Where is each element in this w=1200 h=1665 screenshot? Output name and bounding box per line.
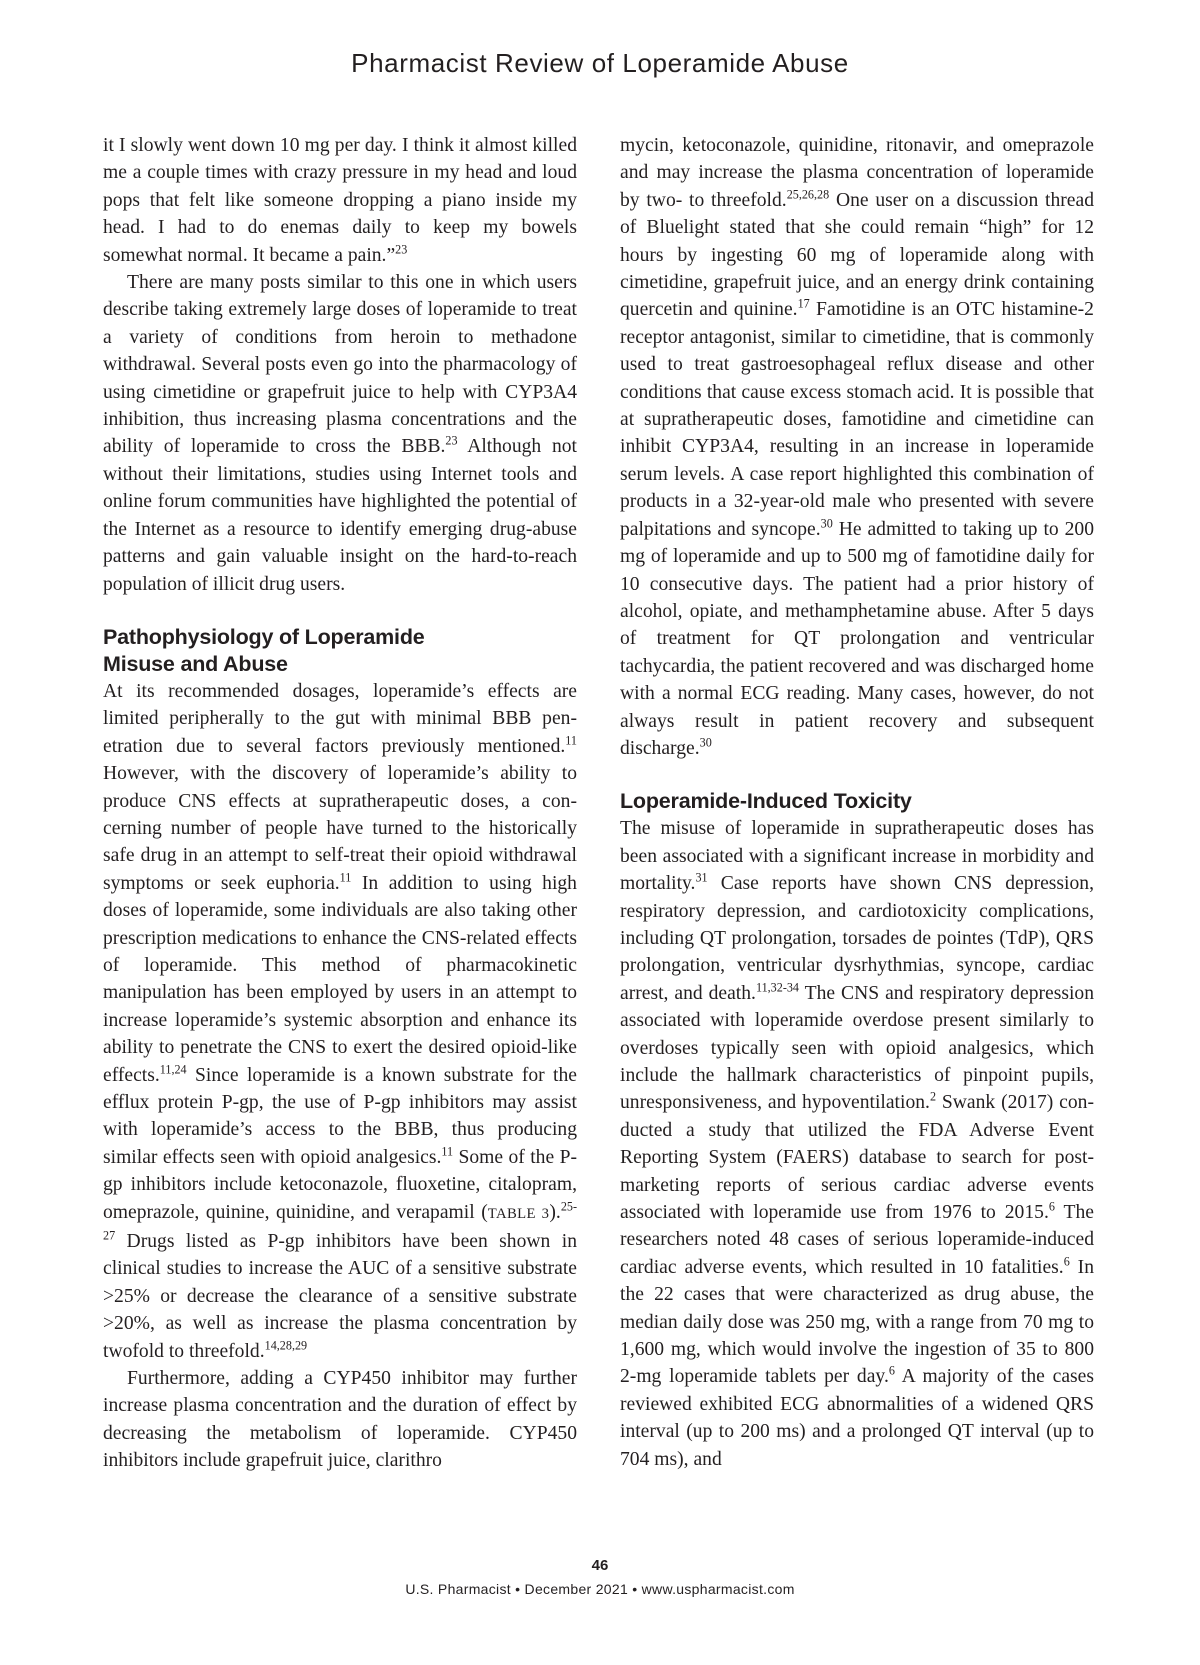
publication-footer: U.S. Pharmacist • December 2021 • www.uspharmacist.com (405, 1581, 795, 1597)
citation: 31 (695, 870, 708, 885)
citation: 11,32-34 (755, 980, 800, 995)
paragraph: The misuse of loperamide in supratherapeutic doses has been associated with a significant increase in morbidity and mortality.$^{31}$ Case reports have shown CNS depression, respiratory depression, and cardiotoxicity complications, including QT prolongation, torsades de pointes (TdP), QRS prolongation, ventricular dysrhythmias, syncope, cardiac arrest, and death.$^{11,32-34}$ The CNS and respiratory depression associated with loperamide overdose present similarly to overdoses typically seen with opioid analgesics, which include the hallmark characteristics of pinpoint pupils, unresponsiveness, and hypoventilation.$^2$ Swank (2017) conducted a study that utilized the FDA Adverse Event Reporting System (FAERS) database to search for postmarketing reports of serious cardiac adverse events associated with loperamide use from 1976 to 2015.$^6$ The researchers noted 48 cases of serious loperamide-induced cardiac adverse events, which resulted in 10 fatalities.$^6$ In the 22 cases that were characterized as drug abuse, the median daily dose was 250 mg, with a range from 70 mg to 1,600 mg, which would involve the ingestion of 35 to 800 2-mg loperamide tablets per day.$^6$ A majority of the cases reviewed exhibited ECG abnormalities of a widened QRS interval (up to 200 ms) and a prolonged QT interval (up to 704 ms), and (620, 818, 1095, 1470)
running-header: Pharmacist Review of Loperamide Abuse (351, 48, 849, 78)
citation: 30 (699, 735, 712, 750)
citation: 11,24 (159, 1062, 187, 1077)
citation: 30 (820, 516, 833, 531)
right-column (620, 132, 1094, 1473)
section-heading: Pathophysiology of Loperamide Misuse and Abuse (103, 624, 425, 676)
citation: 6 (1048, 1199, 1055, 1214)
paragraph: At its recommended dosages, loperamide’s effects are limited peripherally to the gut with minimal BBB penetration due to several factors previously mentioned.$^{11}$ However, with the discovery of loperamide’s ability to produce CNS effects at supratherapeutic doses, a concerning number of people have turned to the historically safe drug in an attempt to self-treat their opioid withdrawal symptoms or seek euphoria.$^{11}$ In addition to using high doses of loperamide, some individuals are also taking other prescription medications to enhance the CNS-related effects of loperamide. This method of pharmacokinetic manipulation has been employed by users in an attempt to increase loperamide’s systemic absorption and enhance its ability to penetrate the CNS to exert the desired opioid-like effects.$^{11,24}$ Since loperamide is a known substrate for the efflux protein P-gp, the use of P-gp inhibitors may assist with loperamide’s access to the BBB, thus producing similar effects seen with opioid analgesics.$^{11}$ Some of the P-gp inhibitors include ketoconazole, fluoxetine, citalopram, omeprazole, quinine, quinidine, and verapamil (TABLE 3).$^{25-27}$ Drugs listed as P-gp inhibitors have been shown in clinical studies to increase the AUC of a sensitive substrate >25% or decrease the clearance of a sensitive substrate >20%, as well as increase the plasma concentration by twofold to threefold.$^{14,28,29}$ (103, 680, 577, 1362)
citation: 25,26,28 (786, 187, 830, 202)
citation: 6 (888, 1363, 895, 1378)
page-number: 46 (591, 1557, 609, 1574)
section-heading: Loperamide-Induced Toxicity (620, 789, 912, 814)
citation: 6 (1063, 1254, 1070, 1269)
citation: 11 (339, 870, 352, 885)
citation: 11 (565, 733, 577, 748)
citation: 2 (929, 1089, 937, 1104)
citation: 23 (395, 242, 408, 257)
left-column (103, 132, 577, 1475)
citation: 17 (797, 296, 810, 311)
table-reference: TABLE 3 (487, 1205, 550, 1222)
paragraph: There are many posts similar to this one in which users describe taking extremely large doses of loperamide to treat a variety of conditions from heroin to methadone withdrawal. Several posts even go into the pharmacology of using cimetidine or grapefruit juice to help with CYP3A4 inhibition, thus increasing plasma concentrations and the ability of loperamide to cross the BBB.$^{23}$ Although not without their limitations, studies using Internet tools and online forum communities have highlighted the potential of the Internet as a resource to identify emerging drug-abuse patterns and gain valuable insight on the hard-to-reach population of illicit drug users. (103, 272, 577, 595)
paragraph: Furthermore, adding a CYP450 inhibitor may further increase plasma concentration and the duration of effect by decreasing the metabolism of loperamide. CYP450 inhibitors include grapefruit juice, clarithro (103, 1368, 577, 1472)
citation: 14,28,29 (264, 1338, 308, 1353)
paragraph: mycin, ketoconazole, quinidine, ritonavir, and omeprazole and may increase the plasma concentration of loperamide by two- to threefold.$^{25,26,28}$ One user on a discussion thread of Bluelight stated that she could remain “high” for 12 hours by ingesting 60 mg of loperamide along with cimetidine, grapefruit juice, and an energy drink containing quercetin and quinine.$^{17}$ Famotidine is an OTC histamine-2 receptor antagonist, similar to cimetidine, that is commonly used to treat gastroesophageal reflux disease and other conditions that cause excess stomach acid. It is possible that at supratherapeutic doses, famotidine and cimetidine can inhibit CYP3A4, resulting in an increase in loperamide serum levels. A case report highlighted this combination of products in a 32-year-old male who presented with severe palpitations and syncope.$^{30}$ He admitted to taking up to 200 mg of loperamide and up to 500 mg of famotidine daily for 10 consecutive days. The patient had a prior history of alcohol, opiate, and methamphetamine abuse. After 5 days of treatment for QT prolongation and ventricular tachycardia, the patient recovered and was discharged home with a normal ECG reading. Many cases, however, do not always result in patient recovery and subsequent discharge.$^{30}$ (620, 135, 1094, 759)
citation: 25-27 (103, 1199, 577, 1243)
citation: 23 (445, 433, 458, 448)
paragraph: it I slowly went down 10 mg per day. I think it almost killed me a couple times with crazy pressure in my head and loud pops that felt like someone dropping a piano inside my head. I had to do enemas daily to keep my bowels somewhat normal. It became a pain.”$^{23}$ (103, 135, 577, 266)
citation: 11 (441, 1144, 454, 1159)
